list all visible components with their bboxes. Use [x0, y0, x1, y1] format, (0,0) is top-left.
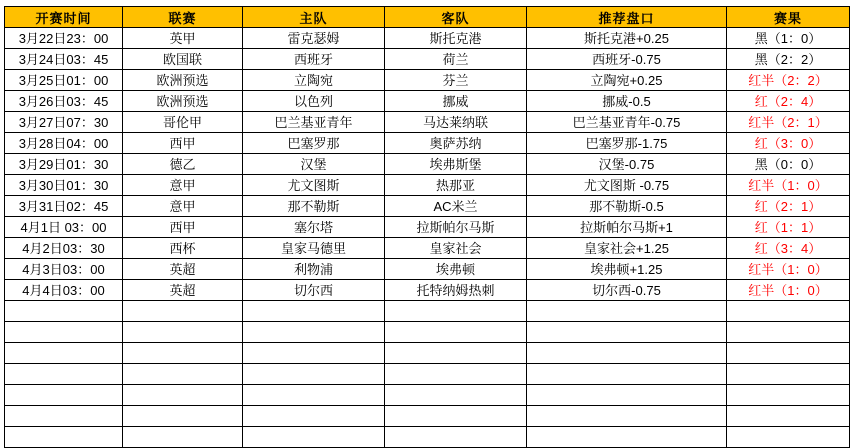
cell-home-team: 西班牙 [243, 49, 385, 70]
table-row[interactable] [5, 91, 850, 112]
cell-result: 黑（2：2） [727, 49, 850, 70]
cell-recommended-handicap: 巴兰基亚青年-0.75 [527, 112, 727, 133]
cell-empty [243, 406, 385, 427]
cell-empty [527, 322, 727, 343]
cell-away-team: 马达莱纳联 [385, 112, 527, 133]
cell-home-team: 雷克瑟姆 [243, 28, 385, 49]
cell-empty [385, 301, 527, 322]
table-row[interactable] [5, 112, 850, 133]
table-row[interactable] [5, 196, 850, 217]
table-row[interactable] [5, 280, 850, 301]
cell-result: 黑（1：0） [727, 28, 850, 49]
cell-away-team: 皇家社会 [385, 238, 527, 259]
cell-result: 红半（1：0） [727, 280, 850, 301]
table-row[interactable] [5, 238, 850, 259]
cell-recommended-handicap: 尤文图斯 -0.75 [527, 175, 727, 196]
cell-away-team: 拉斯帕尔马斯 [385, 217, 527, 238]
cell-time: 3月22日23：00 [5, 28, 123, 49]
cell-empty [527, 364, 727, 385]
cell-empty [527, 301, 727, 322]
table-body [5, 28, 850, 448]
cell-away-team: 挪威 [385, 91, 527, 112]
cell-empty [727, 343, 850, 364]
table-row-empty[interactable] [5, 364, 850, 385]
cell-time: 4月4日03：00 [5, 280, 123, 301]
cell-league: 欧洲预选 [123, 70, 243, 91]
cell-time: 4月2日03：30 [5, 238, 123, 259]
cell-empty [727, 427, 850, 448]
cell-home-team: 尤文图斯 [243, 175, 385, 196]
cell-away-team: 埃弗顿 [385, 259, 527, 280]
cell-time: 3月31日02：45 [5, 196, 123, 217]
cell-empty [385, 406, 527, 427]
table-row-empty[interactable] [5, 406, 850, 427]
column-header-home-team: 主队 [243, 7, 385, 28]
table-row-empty[interactable] [5, 343, 850, 364]
cell-away-team: 斯托克港 [385, 28, 527, 49]
cell-empty [727, 364, 850, 385]
cell-home-team: 利物浦 [243, 259, 385, 280]
cell-league: 德乙 [123, 154, 243, 175]
cell-league: 欧国联 [123, 49, 243, 70]
cell-result: 红（3：4） [727, 238, 850, 259]
cell-empty [243, 301, 385, 322]
cell-time: 3月24日03：45 [5, 49, 123, 70]
cell-empty [5, 322, 123, 343]
cell-empty [243, 322, 385, 343]
table-row-empty[interactable] [5, 427, 850, 448]
cell-result: 红（2：1） [727, 196, 850, 217]
cell-recommended-handicap: 西班牙-0.75 [527, 49, 727, 70]
cell-empty [123, 364, 243, 385]
cell-home-team: 皇家马德里 [243, 238, 385, 259]
cell-empty [123, 322, 243, 343]
cell-time: 3月25日01：00 [5, 70, 123, 91]
cell-empty [243, 385, 385, 406]
cell-empty [727, 301, 850, 322]
cell-empty [385, 427, 527, 448]
cell-league: 西杯 [123, 238, 243, 259]
cell-empty [727, 322, 850, 343]
cell-empty [5, 364, 123, 385]
cell-empty [727, 406, 850, 427]
cell-away-team: 热那亚 [385, 175, 527, 196]
match-results-table [4, 6, 850, 448]
cell-empty [527, 385, 727, 406]
cell-empty [385, 322, 527, 343]
cell-recommended-handicap: 皇家社会+1.25 [527, 238, 727, 259]
spreadsheet-canvas [0, 6, 857, 437]
cell-away-team: AC米兰 [385, 196, 527, 217]
table-row-empty[interactable] [5, 385, 850, 406]
table-row[interactable] [5, 28, 850, 49]
cell-empty [527, 406, 727, 427]
cell-league: 英甲 [123, 28, 243, 49]
cell-recommended-handicap: 那不勒斯-0.5 [527, 196, 727, 217]
cell-time: 3月26日03：45 [5, 91, 123, 112]
cell-empty [727, 385, 850, 406]
column-header-result: 赛果 [727, 7, 850, 28]
cell-league: 英超 [123, 280, 243, 301]
cell-home-team: 汉堡 [243, 154, 385, 175]
column-header-away-team: 客队 [385, 7, 527, 28]
cell-time: 3月30日01：30 [5, 175, 123, 196]
cell-empty [123, 385, 243, 406]
cell-home-team: 塞尔塔 [243, 217, 385, 238]
cell-empty [123, 343, 243, 364]
cell-result: 红（2：4） [727, 91, 850, 112]
cell-recommended-handicap: 切尔西-0.75 [527, 280, 727, 301]
cell-empty [123, 427, 243, 448]
cell-recommended-handicap: 斯托克港+0.25 [527, 28, 727, 49]
table-row[interactable] [5, 70, 850, 91]
cell-away-team: 埃弗斯堡 [385, 154, 527, 175]
table-row[interactable] [5, 217, 850, 238]
cell-empty [243, 343, 385, 364]
cell-league: 意甲 [123, 175, 243, 196]
cell-time: 3月28日04：00 [5, 133, 123, 154]
cell-result: 红（1：1） [727, 217, 850, 238]
cell-empty [385, 385, 527, 406]
cell-league: 意甲 [123, 196, 243, 217]
cell-away-team: 奥萨苏纳 [385, 133, 527, 154]
cell-empty [527, 427, 727, 448]
cell-away-team: 荷兰 [385, 49, 527, 70]
column-header-time: 开赛时间 [5, 7, 123, 28]
cell-empty [527, 343, 727, 364]
table-row[interactable] [5, 259, 850, 280]
cell-recommended-handicap: 挪威-0.5 [527, 91, 727, 112]
cell-league: 西甲 [123, 133, 243, 154]
cell-empty [243, 427, 385, 448]
cell-result: 黑（0：0） [727, 154, 850, 175]
cell-empty [385, 364, 527, 385]
cell-empty [123, 406, 243, 427]
cell-time: 3月27日07：30 [5, 112, 123, 133]
cell-empty [5, 427, 123, 448]
cell-result: 红半（2：2） [727, 70, 850, 91]
cell-empty [5, 385, 123, 406]
cell-away-team: 芬兰 [385, 70, 527, 91]
cell-league: 英超 [123, 259, 243, 280]
cell-league: 哥伦甲 [123, 112, 243, 133]
cell-time: 4月1日 03：00 [5, 217, 123, 238]
table-row-empty[interactable] [5, 322, 850, 343]
cell-recommended-handicap: 汉堡-0.75 [527, 154, 727, 175]
table-row-empty[interactable] [5, 301, 850, 322]
table-row[interactable] [5, 154, 850, 175]
cell-home-team: 那不勒斯 [243, 196, 385, 217]
cell-recommended-handicap: 拉斯帕尔马斯+1 [527, 217, 727, 238]
table-row[interactable] [5, 133, 850, 154]
cell-league: 欧洲预选 [123, 91, 243, 112]
table-row[interactable] [5, 49, 850, 70]
cell-result: 红（3：0） [727, 133, 850, 154]
cell-home-team: 立陶宛 [243, 70, 385, 91]
cell-time: 4月3日03：00 [5, 259, 123, 280]
cell-empty [5, 301, 123, 322]
cell-result: 红半（1：0） [727, 259, 850, 280]
cell-home-team: 以色列 [243, 91, 385, 112]
table-header-row [5, 7, 850, 28]
cell-home-team: 巴兰基亚青年 [243, 112, 385, 133]
cell-league: 西甲 [123, 217, 243, 238]
cell-recommended-handicap: 巴塞罗那-1.75 [527, 133, 727, 154]
column-header-league: 联赛 [123, 7, 243, 28]
cell-home-team: 巴塞罗那 [243, 133, 385, 154]
cell-empty [5, 343, 123, 364]
cell-empty [5, 406, 123, 427]
cell-result: 红半（1：0） [727, 175, 850, 196]
cell-empty [243, 364, 385, 385]
cell-away-team: 托特纳姆热刺 [385, 280, 527, 301]
cell-recommended-handicap: 立陶宛+0.25 [527, 70, 727, 91]
cell-home-team: 切尔西 [243, 280, 385, 301]
cell-time: 3月29日01：30 [5, 154, 123, 175]
column-header-recommended-handicap: 推荐盘口 [527, 7, 727, 28]
cell-empty [123, 301, 243, 322]
cell-result: 红半（2：1） [727, 112, 850, 133]
cell-recommended-handicap: 埃弗顿+1.25 [527, 259, 727, 280]
table-row[interactable] [5, 175, 850, 196]
cell-empty [385, 343, 527, 364]
